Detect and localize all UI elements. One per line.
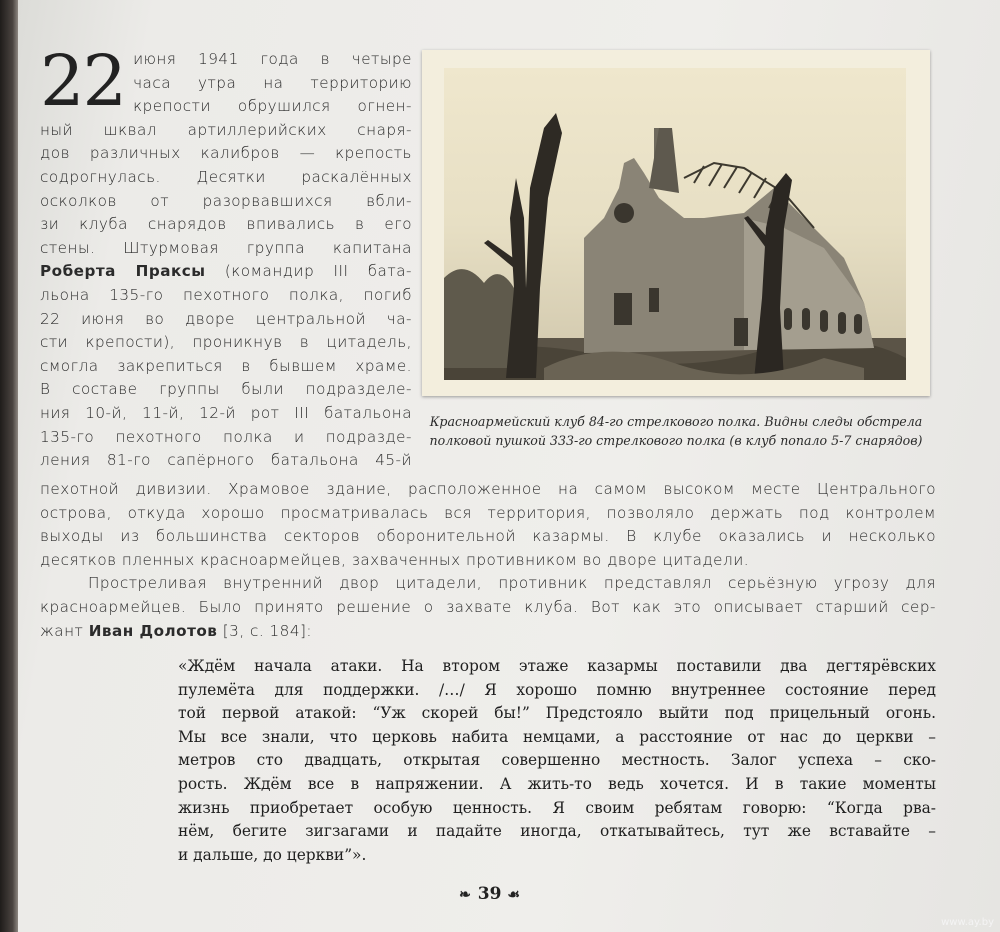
text-line: острова, откуда хорошо просматривалась вся территория, позволяло держать под контролем: [40, 503, 936, 522]
quote-line: той первой атакой: “Уж скорей бы!” Предстояло выйти под прицельный огонь.: [178, 704, 936, 723]
book-page: [18, 0, 1000, 932]
ornament-left-icon: ❧: [459, 887, 472, 903]
text-line: ления 81-го сапёрного батальона 45-й: [40, 451, 412, 470]
text-line: дов различных калибров — крепость: [40, 144, 412, 163]
text-line: ния 10-й, 11-й, 12-й рот III батальона: [40, 403, 412, 422]
book-spine: [0, 0, 18, 932]
text-line: выходы из большинства секторов оборонительной казармы. В клубе оказались и несколько: [40, 527, 936, 546]
quote-line: жизнь приобретает особую ценность. Я своим ребятам говорю: “Когда рва-: [178, 798, 936, 817]
text-fragment: (командир III бата-: [205, 262, 412, 281]
ruined-church-photo: [444, 68, 906, 380]
drop-cap: 22: [40, 40, 126, 122]
text-line: В составе группы были подразделе-: [40, 380, 412, 399]
ruined-building-illustration: [444, 68, 906, 380]
text-fragment: [3, с. 184]:: [217, 621, 313, 640]
full-width-text: [40, 478, 936, 643]
text-line: Простреливая внутренний двор цитадели, противник представлял серьёзную угрозу для: [88, 574, 936, 593]
photo-frame: [422, 50, 930, 396]
text-line: крепости обрушился огнен-: [133, 97, 412, 116]
text-line: сти крепости), проникнув в цитадель,: [40, 333, 412, 352]
left-text-column: [40, 40, 412, 473]
page-number-footer: [430, 884, 550, 904]
text-line: зи клуба снарядов впивались в его: [40, 215, 412, 234]
caption-line: полковой пушкой 333-го стрелкового полка (в клуб попало 5-7 снарядов): [429, 433, 923, 448]
text-line: смогла закрепиться в бывшем храме.: [40, 356, 412, 375]
quote-line: и дальше, до церкви”».: [178, 845, 367, 864]
caption-line: Красноармейский клуб 84-го стрелкового полка. Видны следы обстрела: [429, 414, 923, 429]
text-line: льона 135-го пехотного полка, погиб: [40, 285, 412, 304]
watermark: www.ay.by: [941, 917, 994, 928]
page-number: 39: [477, 884, 502, 904]
quote-line: «Ждём начала атаки. На втором этаже казармы поставили два дегтярёвских: [178, 657, 936, 675]
text-line: осколков от разорвавшихся вбли-: [40, 191, 412, 210]
text-line: июня 1941 года в четыре: [133, 50, 412, 68]
quote-line: пулемёта для поддержки. /…/ Я хорошо помню внутреннее состояние перед: [178, 680, 936, 699]
text-line: 135-го пехотного полка и подразде-: [40, 427, 412, 446]
person-name-dolotov: Иван Долотов: [88, 621, 218, 640]
text-fragment: жант: [40, 621, 89, 640]
text-line: пехотной дивизии. Храмовое здание, расположенное на самом высоком месте Центрального: [40, 480, 936, 498]
text-line: десятков пленных красноармейцев, захваченных противником во дворе цитадели.: [40, 550, 750, 569]
quote-line: нём, бегите зигзагами и падайте иногда, откатывайтесь, тут же вставайте –: [178, 822, 936, 841]
quote-line: рость. Ждём все в напряжении. А жить-то ведь хочется. И в такие моменты: [178, 774, 936, 793]
text-line: красноармейцев. Было принято решение о захвате клуба. Вот как это описывает старший сер-: [40, 597, 936, 616]
text-line-with-name: [40, 620, 936, 644]
person-name-praksa: Роберта Праксы: [40, 262, 206, 281]
text-line: часа утра на территорию: [133, 73, 412, 92]
text-line-with-name: [40, 260, 412, 284]
text-line: содрогнулась. Десятки раскалённых: [40, 167, 412, 186]
quote-line: метров сто двадцать, открытая совершенно местность. Залог успеха – ско-: [178, 751, 936, 770]
text-line: стены. Штурмовая группа капитана: [40, 238, 412, 257]
photo-caption: [420, 412, 932, 450]
quote-line: Мы все знали, что церковь набита немцами, а расстояние от нас до церкви –: [178, 727, 936, 746]
quotation-block: [178, 655, 936, 867]
ornament-right-icon: ☙: [507, 887, 521, 903]
text-line: ный шквал артиллерийских снаря-: [40, 120, 412, 139]
text-line: 22 июня во дворе центральной ча-: [40, 309, 412, 328]
